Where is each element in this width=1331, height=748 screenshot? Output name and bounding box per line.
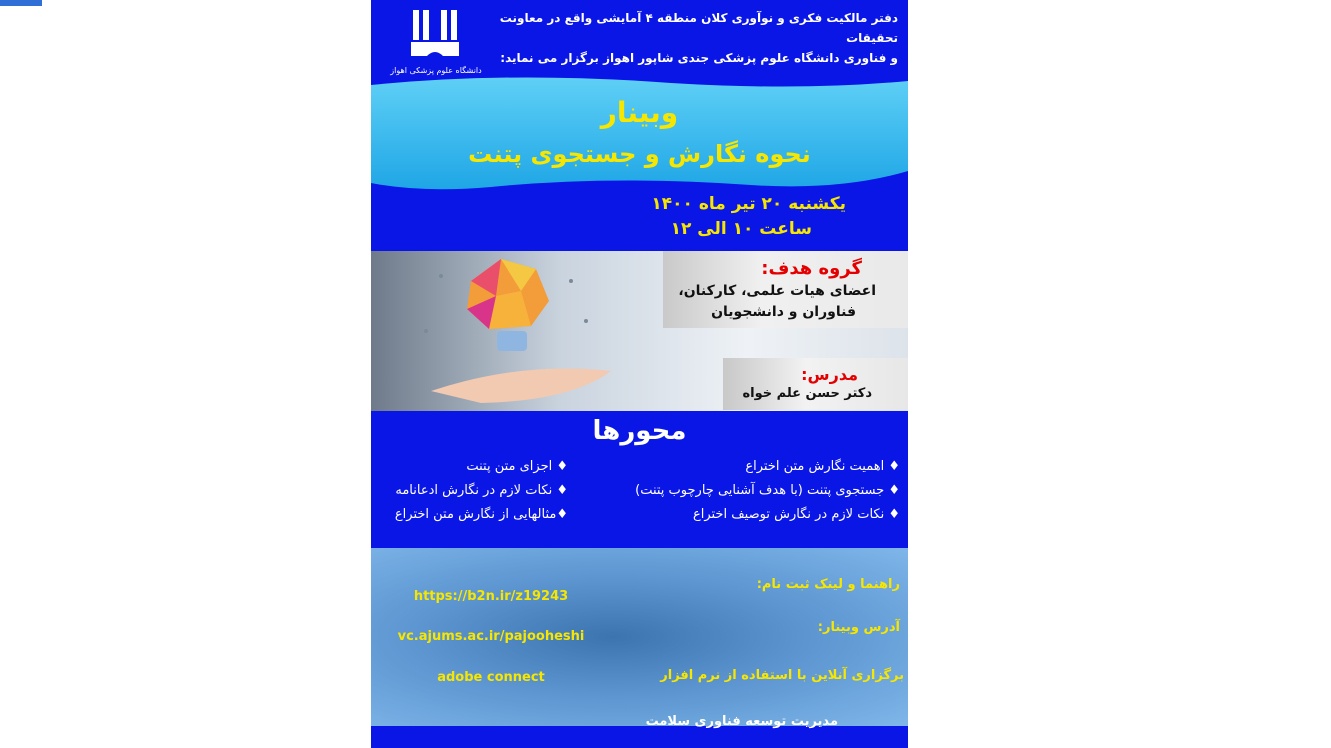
webinar-title: وبینار xyxy=(600,96,679,129)
university-logo-icon xyxy=(409,8,461,60)
registration-link[interactable]: https://b2n.ir/z19243 xyxy=(413,589,569,604)
header-line-1: دفتر مالکیت فکری و نوآوری کلان منطقه ۴ آمایشی واقع در معاونت تحقیقات xyxy=(499,11,898,45)
lightbulb-hand-icon xyxy=(371,251,671,411)
date-text: یکشنبه ۲۰ تیر ماه ۱۴۰۰ xyxy=(651,194,846,214)
webinar-subtitle: نحوه نگارش و جستجوی پتنت xyxy=(468,140,811,168)
header-text xyxy=(478,8,898,68)
time-text: ساعت ۱۰ الی ۱۲ xyxy=(670,219,812,239)
target-group-line-2: فناوران و دانشجویان xyxy=(711,304,856,320)
footer-text: مدیریت توسعه فناوری سلامت xyxy=(645,714,838,729)
topics-list-right xyxy=(635,455,900,527)
title-band xyxy=(371,75,908,193)
topics-list-left xyxy=(371,455,568,527)
topic-item: ♦ نکات لازم در نگارش توصیف اختراع xyxy=(692,507,900,522)
teacher-name: دکتر حسن علم خواه xyxy=(742,386,872,401)
target-group-line-1: اعضای هیات علمی، کارکنان، xyxy=(678,283,876,299)
webinar-poster xyxy=(371,0,908,748)
topic-item: ♦ جستجوی پتنت (با هدف آشنایی چارچوب پتنت) xyxy=(635,483,900,498)
topics-heading: محورها xyxy=(592,416,687,446)
teacher-heading: مدرس: xyxy=(801,365,858,384)
topic-item: ♦ اجزای متن پتنت xyxy=(466,459,568,474)
corner-tab xyxy=(0,0,42,6)
header-line-2: و فناوری دانشگاه علوم پزشکی جندی شاپور اهواز برگزار می نماید: xyxy=(500,51,898,65)
webinar-address-link[interactable]: vc.ajums.ac.ir/pajooheshi xyxy=(397,629,585,644)
software-name: adobe connect xyxy=(437,670,545,685)
topic-item: ♦ اهمیت نگارش متن اختراع xyxy=(745,459,900,474)
target-group-heading: گروه هدف: xyxy=(761,258,862,279)
registration-label: راهنما و لینک ثبت نام: xyxy=(756,577,900,592)
logo-caption: دانشگاه علوم پزشکی اهواز xyxy=(390,66,482,75)
topic-item: ♦مثالهایی از نگارش متن اختراع xyxy=(394,507,568,522)
address-label: آدرس وبینار: xyxy=(817,620,900,635)
software-label: برگزاری آنلاین با استفاده از نرم افزار xyxy=(660,668,904,683)
topic-item: ♦ نکات لازم در نگارش ادعانامه xyxy=(395,483,568,498)
